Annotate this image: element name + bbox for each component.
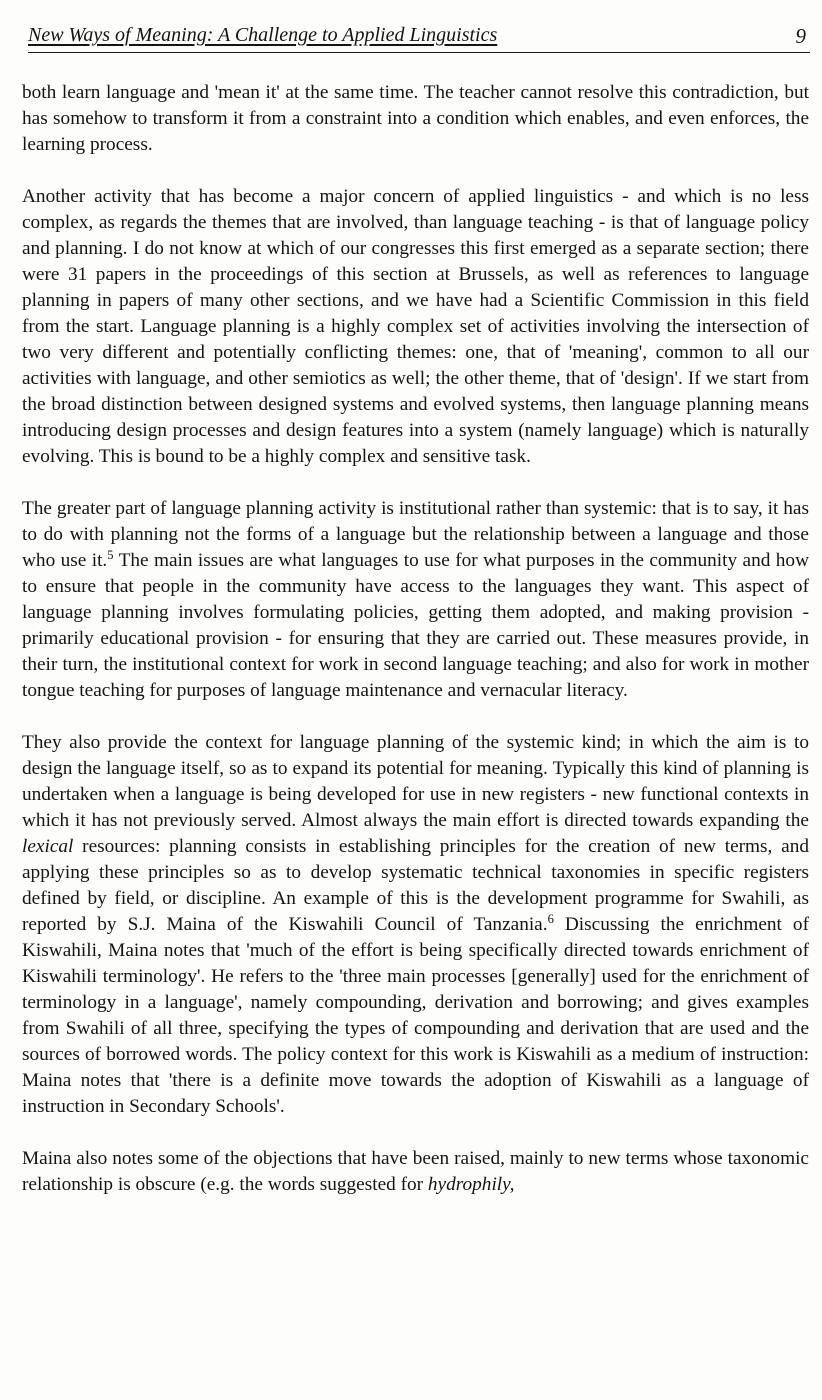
- paragraph-text: both learn language and 'mean it' at the same time. The teacher cannot resolve this contradiction, but has somehow to transform it from a constraint into a condition which enables, and even enforces, the learning process.: [22, 82, 809, 155]
- paragraph-2: [22, 184, 809, 470]
- paragraph-4: [22, 730, 809, 1120]
- body-text: [22, 80, 809, 1198]
- footnote-marker-6: 6: [547, 912, 554, 926]
- page-number: 9: [795, 24, 806, 48]
- paragraph-text: Another activity that has become a major concern of applied linguistics - and which is no less complex, as regards the themes that are involved, than language teaching - is that of language policy and planning. I do not know at which of our congresses this first emerged as a separate section; there were 31 papers in the proceedings of this section at Brussels, as well as references to language planning in papers of many other sections, and we have had a Scientific Commission in this field from the start. Language planning is a highly complex set of activities involving the intersection of two very different and potentially conflicting themes: one, that of 'meaning', common to all our activities with language, and other semiotics as well; the other theme, that of 'design'. If we start from the broad distinction between designed systems and evolved systems, then language planning means introducing design processes and design features into a system (namely language) which is naturally evolving. This is bound to be a highly complex and sensitive task.: [22, 186, 809, 467]
- paragraph-text: They also provide the context for language planning of the systemic kind; in which the aim is to design the language itself, so as to expand its potential for meaning. Typically this kind of planning is undertaken when a language is being developed for use in new registers - new functional contexts in which it has not previously served. Almost always the main effort is directed towards expanding the: [22, 732, 809, 831]
- paragraph-text: The main issues are what languages to use for what purposes in the community and how to ensure that people in the community have access to the languages they want. This aspect of language planning involves formulating policies, getting them adopted, and making provision - primarily educational provision - for ensuring that they are carried out. These measures provide, in their turn, the institutional context for work in second language teaching; and also for work in mother tongue teaching for purposes of language maintenance and vernacular literacy.: [22, 550, 809, 701]
- footnote-marker-5: 5: [107, 548, 114, 562]
- paragraph-3: [22, 496, 809, 704]
- paragraph-text: The greater part of language planning activity is institutional rather than systemic: that is to say, it has to do with planning not the forms of a language but the relationship between a language and those who use it.: [22, 498, 809, 571]
- paragraph-text: resources: planning consists in establishing principles for the creation of new terms, and applying these principles so as to develop systematic technical taxonomies in specific registers defined by field, or discipline. An example of this is the development programme for Swahili, as reported by S.J. Maina of the Kiswahili Council of Tanzania.: [22, 836, 809, 935]
- paragraph-text: Discussing the enrichment of Kiswahili, Maina notes that 'much of the effort is being specifically directed towards enrichment of Kiswahili terminology'. He refers to the 'three main processes [generally] used for the enrichment of terminology in a language', namely compounding, derivation and borrowing; and gives examples from Swahili of all three, specifying the types of compounding and derivation that are used and the sources of borrowed words. The policy context for this work is Kiswahili as a medium of instruction: Maina notes that 'there is a definite move towards the adoption of Kiswahili as a language of instruction in Secondary Schools'.: [22, 914, 809, 1117]
- emphasis-lexical: lexical: [22, 836, 74, 857]
- running-header: [28, 22, 810, 53]
- paragraph-5: [22, 1146, 809, 1198]
- paragraph-1: [22, 80, 809, 158]
- running-title: New Ways of Meaning: A Challenge to Applied Linguistics: [28, 24, 498, 46]
- paragraph-text: Maina also notes some of the objections that have been raised, mainly to new terms whose taxonomic relationship is obscure (e.g. the words suggested for: [22, 1148, 809, 1195]
- emphasis-hydrophily: hydrophily,: [427, 1174, 515, 1195]
